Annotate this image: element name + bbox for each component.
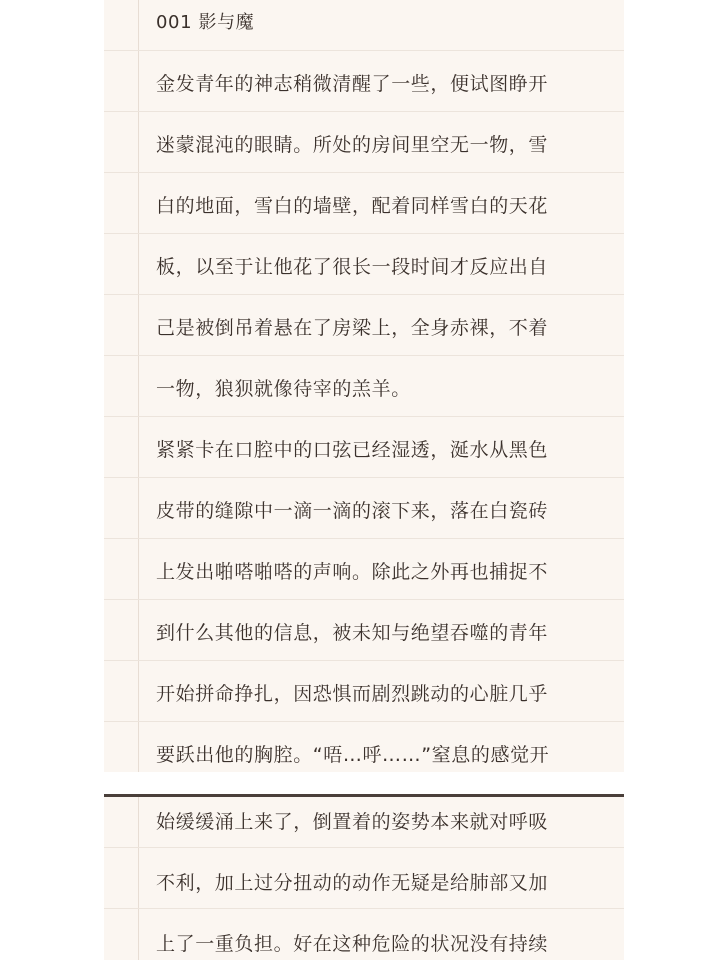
ruled-line <box>104 355 624 356</box>
ruled-line <box>104 294 624 295</box>
text-line: 一物，狼狈就像待宰的羔羊。 <box>156 378 411 400</box>
text-line: 己是被倒吊着悬在了房梁上，全身赤裸，不着 <box>156 317 549 339</box>
text-line: 皮带的缝隙中一滴一滴的滚下来，落在白瓷砖 <box>156 500 549 522</box>
ruled-line <box>104 477 624 478</box>
text-line: 迷蒙混沌的眼睛。所处的房间里空无一物，雪 <box>156 134 549 156</box>
text-line: 开始拼命挣扎，因恐惧而剧烈跳动的心脏几乎 <box>156 683 549 705</box>
text-panel-top <box>104 0 624 772</box>
text-line: 上发出啪嗒啪嗒的声响。除此之外再也捕捉不 <box>156 561 549 583</box>
ruled-line <box>104 538 624 539</box>
margin-line <box>138 797 139 960</box>
text-line: 紧紧卡在口腔中的口弦已经湿透，涎水从黑色 <box>156 439 549 461</box>
text-line: 要跃出他的胸腔。“唔…呼……”窒息的感觉开 <box>156 744 550 766</box>
text-line: 上了一重负担。好在这种危险的状况没有持续 <box>156 933 549 955</box>
ruled-line <box>104 847 624 848</box>
text-line: 板，以至于让他花了很长一段时间才反应出自 <box>156 256 549 278</box>
text-line: 到什么其他的信息，被未知与绝望吞噬的青年 <box>156 622 549 644</box>
ruled-line <box>104 908 624 909</box>
text-panel-bottom <box>104 794 624 960</box>
ruled-line <box>104 233 624 234</box>
margin-line <box>138 0 139 772</box>
ruled-line <box>104 599 624 600</box>
text-line: 白的地面，雪白的墙壁，配着同样雪白的天花 <box>156 195 549 217</box>
text-line: 不利，加上过分扭动的动作无疑是给肺部又加 <box>156 872 549 894</box>
ruled-line <box>104 416 624 417</box>
ruled-line <box>104 660 624 661</box>
text-line: 金发青年的神志稍微清醒了一些，便试图睁开 <box>156 73 549 95</box>
ruled-line <box>104 111 624 112</box>
text-line: 始缓缓涌上来了，倒置着的姿势本来就对呼吸 <box>156 811 549 833</box>
ruled-line <box>104 172 624 173</box>
ruled-line <box>104 721 624 722</box>
chapter-title: 001 影与魔 <box>156 12 255 33</box>
ruled-line <box>104 50 624 51</box>
